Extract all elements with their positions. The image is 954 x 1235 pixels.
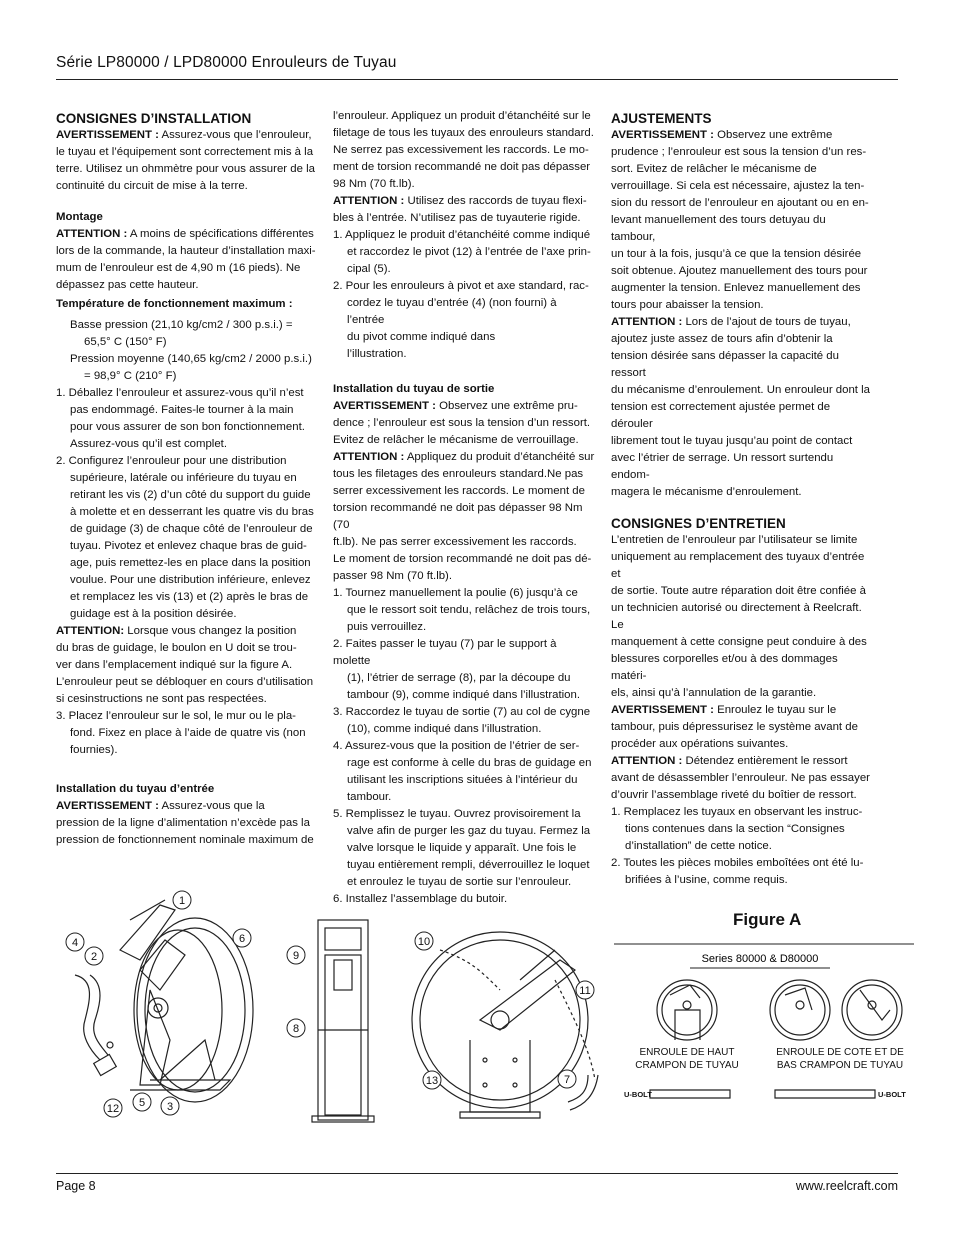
temperature-line: Basse pression (21,10 kg/cm2 / 300 p.s.i.) = <box>70 319 293 331</box>
list-item-line: cipal (5). <box>347 263 391 275</box>
figure-series-label: Series 80000 & D80000 <box>701 953 819 965</box>
list-item-line: du pivot comme indiqué dans <box>347 331 496 343</box>
text-line: els, ainsi qu’à l’annulation de la garantie. <box>611 687 817 699</box>
list-item-line: et enroulez le tuyau de sortie sur l’enrouleur. <box>347 876 572 888</box>
callout-11: 11 <box>579 985 591 997</box>
header-rule <box>56 79 898 80</box>
list-item-line: 1. Déballez l’enrouleur et assurez-vous qu’il n’est <box>56 387 304 399</box>
callout-1: 1 <box>178 895 186 907</box>
list-item-line: tuyau. Pivotez et enlevez chaque bras de guid- <box>70 540 307 552</box>
text-line: sort. Evitez de relâcher le mécanisme de <box>611 163 817 175</box>
text-line <box>611 127 873 144</box>
list-item-line: d’installation” de cette notice. <box>625 840 772 852</box>
text-line <box>56 798 318 815</box>
text-line <box>333 193 595 210</box>
list-item-line: tions contenues dans la section “Consignes <box>625 823 845 835</box>
text-line: torsion recommandé ne doit pas dépasser 98 Nm (70 <box>333 502 583 531</box>
list-item-line: fournies). <box>70 744 118 756</box>
list-item-line: supérieure, latérale ou inférieure du tuyau en <box>70 472 297 484</box>
text-line: L’enrouleur peut se débloquer en cours d’utilisation <box>56 676 314 688</box>
text-line: procéder aux opérations suivantes. <box>611 738 789 750</box>
ubolt-left-tag: U-BOLT <box>624 1090 652 1099</box>
list-item-line: 1. Remplacez les tuyaux en observant les instruc- <box>611 806 863 818</box>
list-item-line: 1. Appliquez le produit d’étanchéité comme indiqué <box>333 229 591 241</box>
column-1 <box>56 110 318 849</box>
list-item-line: (1), l’étrier de serrage (8), par la découpe du <box>347 672 571 684</box>
text-line: avant de désassembler l’enrouleur. Ne pas essayer <box>611 772 870 784</box>
list-item-line: brifiées à l’usine, comme requis. <box>625 874 788 886</box>
text-line: passer 98 Nm (70 ft.lb). <box>333 570 453 582</box>
list-item-line: valve afin de purger les gaz du tuyau. Fermez la <box>347 825 591 837</box>
text-line: filetage de tous les tuyaux des enrouleurs standard. <box>333 127 594 139</box>
text-fragment: Détendez entièrement le ressort <box>682 755 848 767</box>
lead-label: AVERTISSEMENT : <box>56 800 159 812</box>
text-line: ft.lb). Ne pas serrer excessivement les raccords. <box>333 536 577 548</box>
text-fragment: Utilisez des raccords de tuyau flexi- <box>404 195 587 207</box>
list-item-line: age, puis remettez-les en place dans la position <box>70 557 311 569</box>
callout-3: 3 <box>166 1101 174 1113</box>
callout-10: 10 <box>417 936 431 948</box>
callout-5: 5 <box>138 1097 146 1109</box>
text-line: du mécanisme d’enroulement. Un enrouleur dont la <box>611 384 870 396</box>
lead-label: AVERTISSEMENT : <box>611 129 714 141</box>
text-line: verrouillage. Si cela est nécessaire, ajustez la ten- <box>611 180 865 192</box>
list-item-line: et remplacez les vis (13) et (2) après le bras de <box>70 591 309 603</box>
temperature-line: Pression moyenne (140,65 kg/cm2 / 2000 p.s.i.) <box>70 353 312 365</box>
footer-url: www.reelcraft.com <box>795 1179 898 1193</box>
callout-9: 9 <box>292 950 300 962</box>
text-line: sion du ressort de l’enrouleur en ajoutant ou en en- <box>611 197 869 209</box>
text-line: augmenter la tension. Enlevez manuellement des <box>611 282 861 294</box>
list-item-line: que le ressort soit tendu, relâchez de trois tours, <box>347 604 591 616</box>
ubolt-right-label-1: ENROULE DE COTE ET DE <box>776 1047 904 1058</box>
text-line: de sortie. Toute autre réparation doit être confiée à <box>611 585 866 597</box>
lead-label: AVERTISSEMENT : <box>333 400 436 412</box>
list-item-line: tuyau entièrement rempli, déverrouillez le loquet <box>347 859 590 871</box>
subheading: Montage <box>56 211 103 223</box>
text-fragment: Enroulez le tuyau sur le <box>713 704 837 716</box>
list-item-line: fond. Fixez en place à l’aide de quatre vis (non <box>70 727 306 739</box>
text-line: un technicien autorisé ou directement à Reelcraft. Le <box>611 602 862 631</box>
text-line: lors de la commande, la hauteur d’installation maxi- <box>56 245 316 257</box>
callout-13: 13 <box>425 1075 439 1087</box>
temperature-line: = 98,9° C (210° F) <box>84 370 177 382</box>
list-item-line: tambour. <box>347 791 392 803</box>
text-line: levant manuellement des tours detuyau du tambour, <box>611 214 826 243</box>
text-line: manquement à cette consigne peut conduire à des <box>611 636 867 648</box>
text-line <box>611 314 873 331</box>
list-item-line: pas endommagé. Faites-le tourner à la main <box>70 404 294 416</box>
text-line: tension désirée sans dépasser la capacité du ressort <box>611 350 839 379</box>
list-item-line: 6. Installez l’assemblage du butoir. <box>333 893 508 905</box>
list-item-line: à molette et en desserrant les quatre vis du bras <box>70 506 314 518</box>
ubolt-right-label-2: BAS CRAMPON DE TUYAU <box>776 1060 904 1071</box>
text-line: tours pour abaisser la tension. <box>611 299 764 311</box>
text-line: librement tout le tuyau jusqu’au point de contact <box>611 435 853 447</box>
list-item-line: 3. Raccordez le tuyau de sortie (7) au col de cygne <box>333 706 591 718</box>
list-item-line: 1. Tournez manuellement la poulie (6) jusqu’à ce <box>333 587 578 599</box>
list-item-line: voulue. Pour une distribution inférieure, enlevez <box>70 574 311 586</box>
callout-4: 4 <box>71 937 79 949</box>
lead-label: ATTENTION : <box>333 451 405 463</box>
text-line: bles à l’entrée. N’utilisez pas de tuyauterie rigide. <box>333 212 581 224</box>
callout-6: 6 <box>238 933 246 945</box>
lead-label: ATTENTION : <box>56 228 128 240</box>
lead-label: ATTENTION : <box>611 316 683 328</box>
text-fragment: Assurez-vous que la <box>158 800 265 812</box>
text-line: soit obtenue. Ajoutez manuellement des tours pour <box>611 265 868 277</box>
text-line: mum de l’enrouleur est de 4,90 m (16 pieds). Ne <box>56 262 301 274</box>
lead-label: ATTENTION: <box>56 625 125 637</box>
column-2 <box>333 108 595 908</box>
list-item-line: puis verrouillez. <box>347 621 427 633</box>
ubolt-left-label-1: ENROULE DE HAUT <box>639 1047 735 1058</box>
callout-7: 7 <box>563 1074 571 1086</box>
list-item-line: guidage est à la position désirée. <box>70 608 237 620</box>
text-line: terre. Utilisez un ohmmètre pour vous assurer de la <box>56 163 315 175</box>
text-line <box>56 226 318 243</box>
text-line <box>611 702 873 719</box>
list-item-line: 2. Faites passer le tuyau (7) par le support à molette <box>333 638 557 667</box>
list-item-line: (10), comme indiqué dans l’illustration. <box>347 723 542 735</box>
text-line: Evitez de relâcher le mécanisme de verrouillage. <box>333 434 579 446</box>
text-line <box>333 449 595 466</box>
subheading: Installation du tuyau de sortie <box>333 383 495 395</box>
temperature-line: 65,5° C (150° F) <box>84 336 167 348</box>
text-line <box>611 753 873 770</box>
text-line: serrer excessivement les raccords. Le moment de <box>333 485 585 497</box>
list-item-line: 4. Assurez-vous que la position de l’étrier de ser- <box>333 740 580 752</box>
list-item-line: cordez le tuyau d’entrée (4) (non fourni) à l’entrée <box>347 297 557 326</box>
text-line: le tuyau et l’équipement sont correctement mis à la <box>56 146 314 158</box>
text-line: dépassez pas cette hauteur. <box>56 279 199 291</box>
list-item-line: rage est conforme à celle du bras de guidage en <box>347 757 592 769</box>
text-fragment: A moins de spécifications différentes <box>127 228 314 240</box>
text-fragment: Assurez-vous que l’enrouleur, <box>158 129 312 141</box>
text-line: Le moment de torsion recommandé ne doit pas dé- <box>333 553 592 565</box>
text-line: ajoutez juste assez de tours afin d’obtenir la <box>611 333 833 345</box>
list-item-line: 2. Configurez l’enrouleur pour une distribution <box>56 455 287 467</box>
list-item-line: de guidage (3) de chaque côté de l’enrouleur de <box>70 523 313 535</box>
text-line: un tour à la fois, jusqu’à ce que la tension désirée <box>611 248 862 260</box>
text-line: uniquement au remplacement des tuyaux d’entrée et <box>611 551 865 580</box>
list-item-line: 2. Pour les enrouleurs à pivot et axe standard, rac- <box>333 280 589 292</box>
callout-12: 12 <box>106 1103 120 1115</box>
list-item-line: pour vous assurer de son bon fonctionnement. <box>70 421 305 433</box>
list-item-line: valve lorsque le liquide y apparaît. Une fois le <box>347 842 577 854</box>
section-heading: CONSIGNES D’ENTRETIEN <box>611 516 786 531</box>
list-item-line: tambour (9), comme indiqué dans l’illustration. <box>347 689 580 701</box>
figure-illustrations <box>0 880 954 1140</box>
lead-label: ATTENTION : <box>611 755 683 767</box>
text-line: continuité du circuit de mise à la terre. <box>56 180 248 192</box>
subheading: Température de fonctionnement maximum : <box>56 298 293 310</box>
text-line <box>56 127 318 144</box>
ubolt-right-tag: U-BOLT <box>878 1090 906 1099</box>
list-item-line: utilisant les inscriptions situées à l’intérieur du <box>347 774 578 786</box>
text-line: du bras de guidage, le boulon en U doit se trou- <box>56 642 297 654</box>
figure-title: Figure A <box>733 910 802 929</box>
text-line: tambour, puis dépressurisez le système avant de <box>611 721 858 733</box>
text-line: dence ; l’enrouleur est sous la tension d’un ressort. <box>333 417 591 429</box>
text-line: tous les filetages des enrouleurs standard.Ne pas <box>333 468 584 480</box>
lead-label: AVERTISSEMENT : <box>611 704 714 716</box>
ubolt-left-label-2: CRAMPON DE TUYAU <box>635 1060 739 1071</box>
text-line: blessures corporelles et/ou à des dommages matéri- <box>611 653 838 682</box>
text-fragment: Lors de l’ajout de tours de tuyau, <box>682 316 851 328</box>
text-line <box>333 398 595 415</box>
text-line: pression de fonctionnement nominale maximum de <box>56 834 314 846</box>
text-fragment: Observez une extrême <box>713 129 833 141</box>
list-item-line: Assurez-vous qu’il est complet. <box>70 438 227 450</box>
footer-rule <box>56 1173 898 1174</box>
text-fragment: Lorsque vous changez la position <box>124 625 297 637</box>
text-fragment: Observez une extrême pru- <box>435 400 578 412</box>
text-line: d’ouvrir l’assemblage riveté du boîtier de ressort. <box>611 789 857 801</box>
callout-8: 8 <box>292 1023 300 1035</box>
text-fragment: Appliquez du produit d’étanchéité sur <box>404 451 595 463</box>
text-line: 98 Nm (70 ft.lb). <box>333 178 415 190</box>
footer-page-number: Page 8 <box>56 1179 96 1193</box>
section-heading: CONSIGNES D’INSTALLATION <box>56 111 252 126</box>
lead-label: ATTENTION : <box>333 195 405 207</box>
page-header-title: Série LP80000 / LPD80000 Enrouleurs de Tuyau <box>56 54 397 71</box>
text-line: l’enrouleur. Appliquez un produit d’étanchéité sur le <box>333 110 591 122</box>
text-line: pression de la ligne d’alimentation n’excède pas la <box>56 817 310 829</box>
text-line: avec l’étrier de serrage. Un ressort surtendu endom- <box>611 452 834 481</box>
list-item-line: 2. Toutes les pièces mobiles emboîtées ont été lu- <box>611 857 864 869</box>
text-line: Ne serrez pas excessivement les raccords. Le mo- <box>333 144 589 156</box>
column-3 <box>611 110 873 889</box>
text-line: si cesinstructions ne sont pas respectées. <box>56 693 267 705</box>
list-item-line: 5. Remplissez le tuyau. Ouvrez provisoirement la <box>333 808 581 820</box>
list-item-line: l’illustration. <box>347 348 407 360</box>
section-heading: AJUSTEMENTS <box>611 111 712 126</box>
list-item-line: et raccordez le pivot (12) à l’entrée de l’axe prin- <box>347 246 591 258</box>
text-line: prudence ; l’enrouleur est sous la tension d’un res- <box>611 146 867 158</box>
text-line: tension est correctement ajustée permet de dérouler <box>611 401 831 430</box>
subheading: Installation du tuyau d’entrée <box>56 783 215 795</box>
text-line: magera le mécanisme d’enroulement. <box>611 486 802 498</box>
text-line: ver dans l’emplacement indiqué sur la figure A. <box>56 659 293 671</box>
callout-2: 2 <box>90 951 98 963</box>
text-line: L’entretien de l’enrouleur par l’utilisateur se limite <box>611 534 858 546</box>
text-line: ment de torsion recommandé ne doit pas dépasser <box>333 161 591 173</box>
list-item-line: 3. Placez l’enrouleur sur le sol, le mur ou le pla- <box>56 710 296 722</box>
list-item-line: retirant les vis (2) d’un côté du support du guide <box>70 489 311 501</box>
text-line <box>56 623 318 640</box>
lead-label: AVERTISSEMENT : <box>56 129 159 141</box>
